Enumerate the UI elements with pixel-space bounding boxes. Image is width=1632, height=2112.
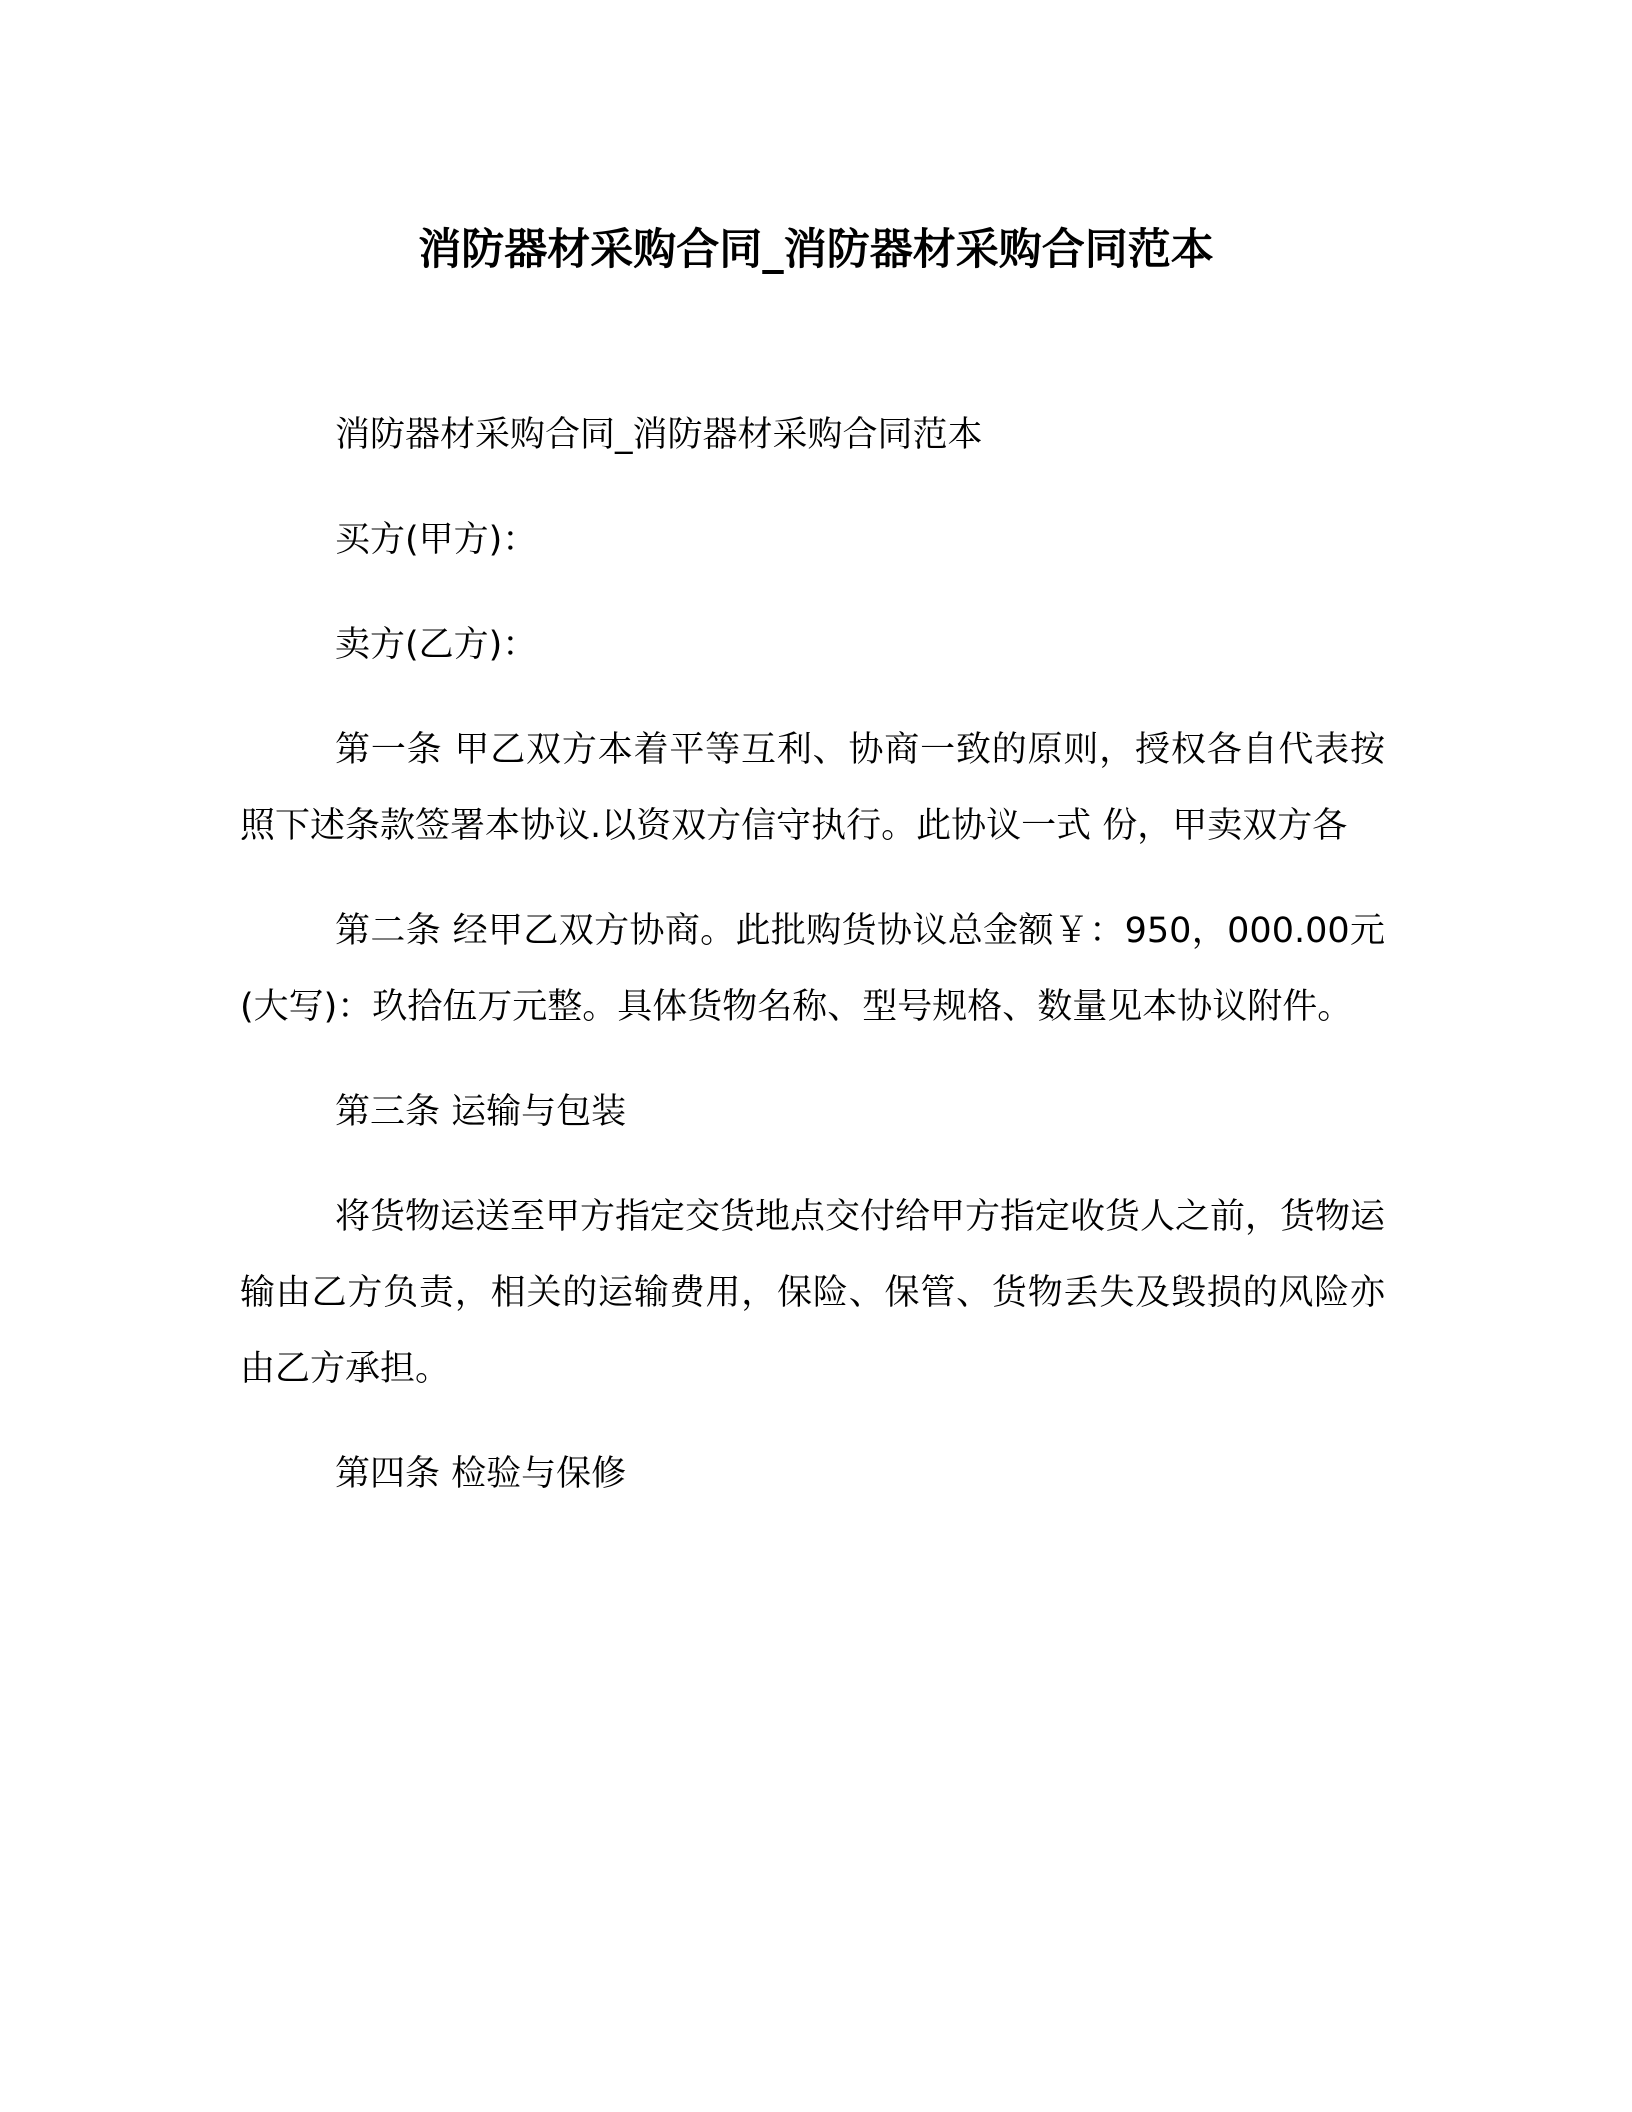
paragraph-buyer: 买方(甲方)： [335,520,538,560]
paragraph-article-3-body: 将货物运送至甲方指定交货地点交付给甲方指定收货人之前，货物运输由乙方负责，相关的运输费用，保险、保管、货物丢失及毁损的风险亦由乙方承担。 [240,1197,1386,1389]
paragraph-article-2: 第二条 经甲乙双方协商。此批购货协议总金额￥：950，000.00元(大写)：玖拾伍万元整。具体货物名称、型号规格、数量见本协议附件。 [240,911,1385,1027]
document-body [240,397,1385,1541]
paragraph-article-3-heading: 第三条 运输与包装 [335,1092,627,1132]
paragraph-article-1: 第一条 甲乙双方本着平等互利、协商一致的原则，授权各自代表按照下述条款签署本协议.以资双方信守执行。此协议一式 份，甲卖双方各 [240,730,1385,846]
paragraph-seller: 卖方(乙方)： [335,625,538,665]
paragraph-heading-repeat: 消防器材采购合同_消防器材采购合同范本 [335,415,983,455]
paragraph-article-4-heading: 第四条 检验与保修 [335,1454,627,1494]
document-title: 消防器材采购合同_消防器材采购合同范本 [418,225,1214,275]
